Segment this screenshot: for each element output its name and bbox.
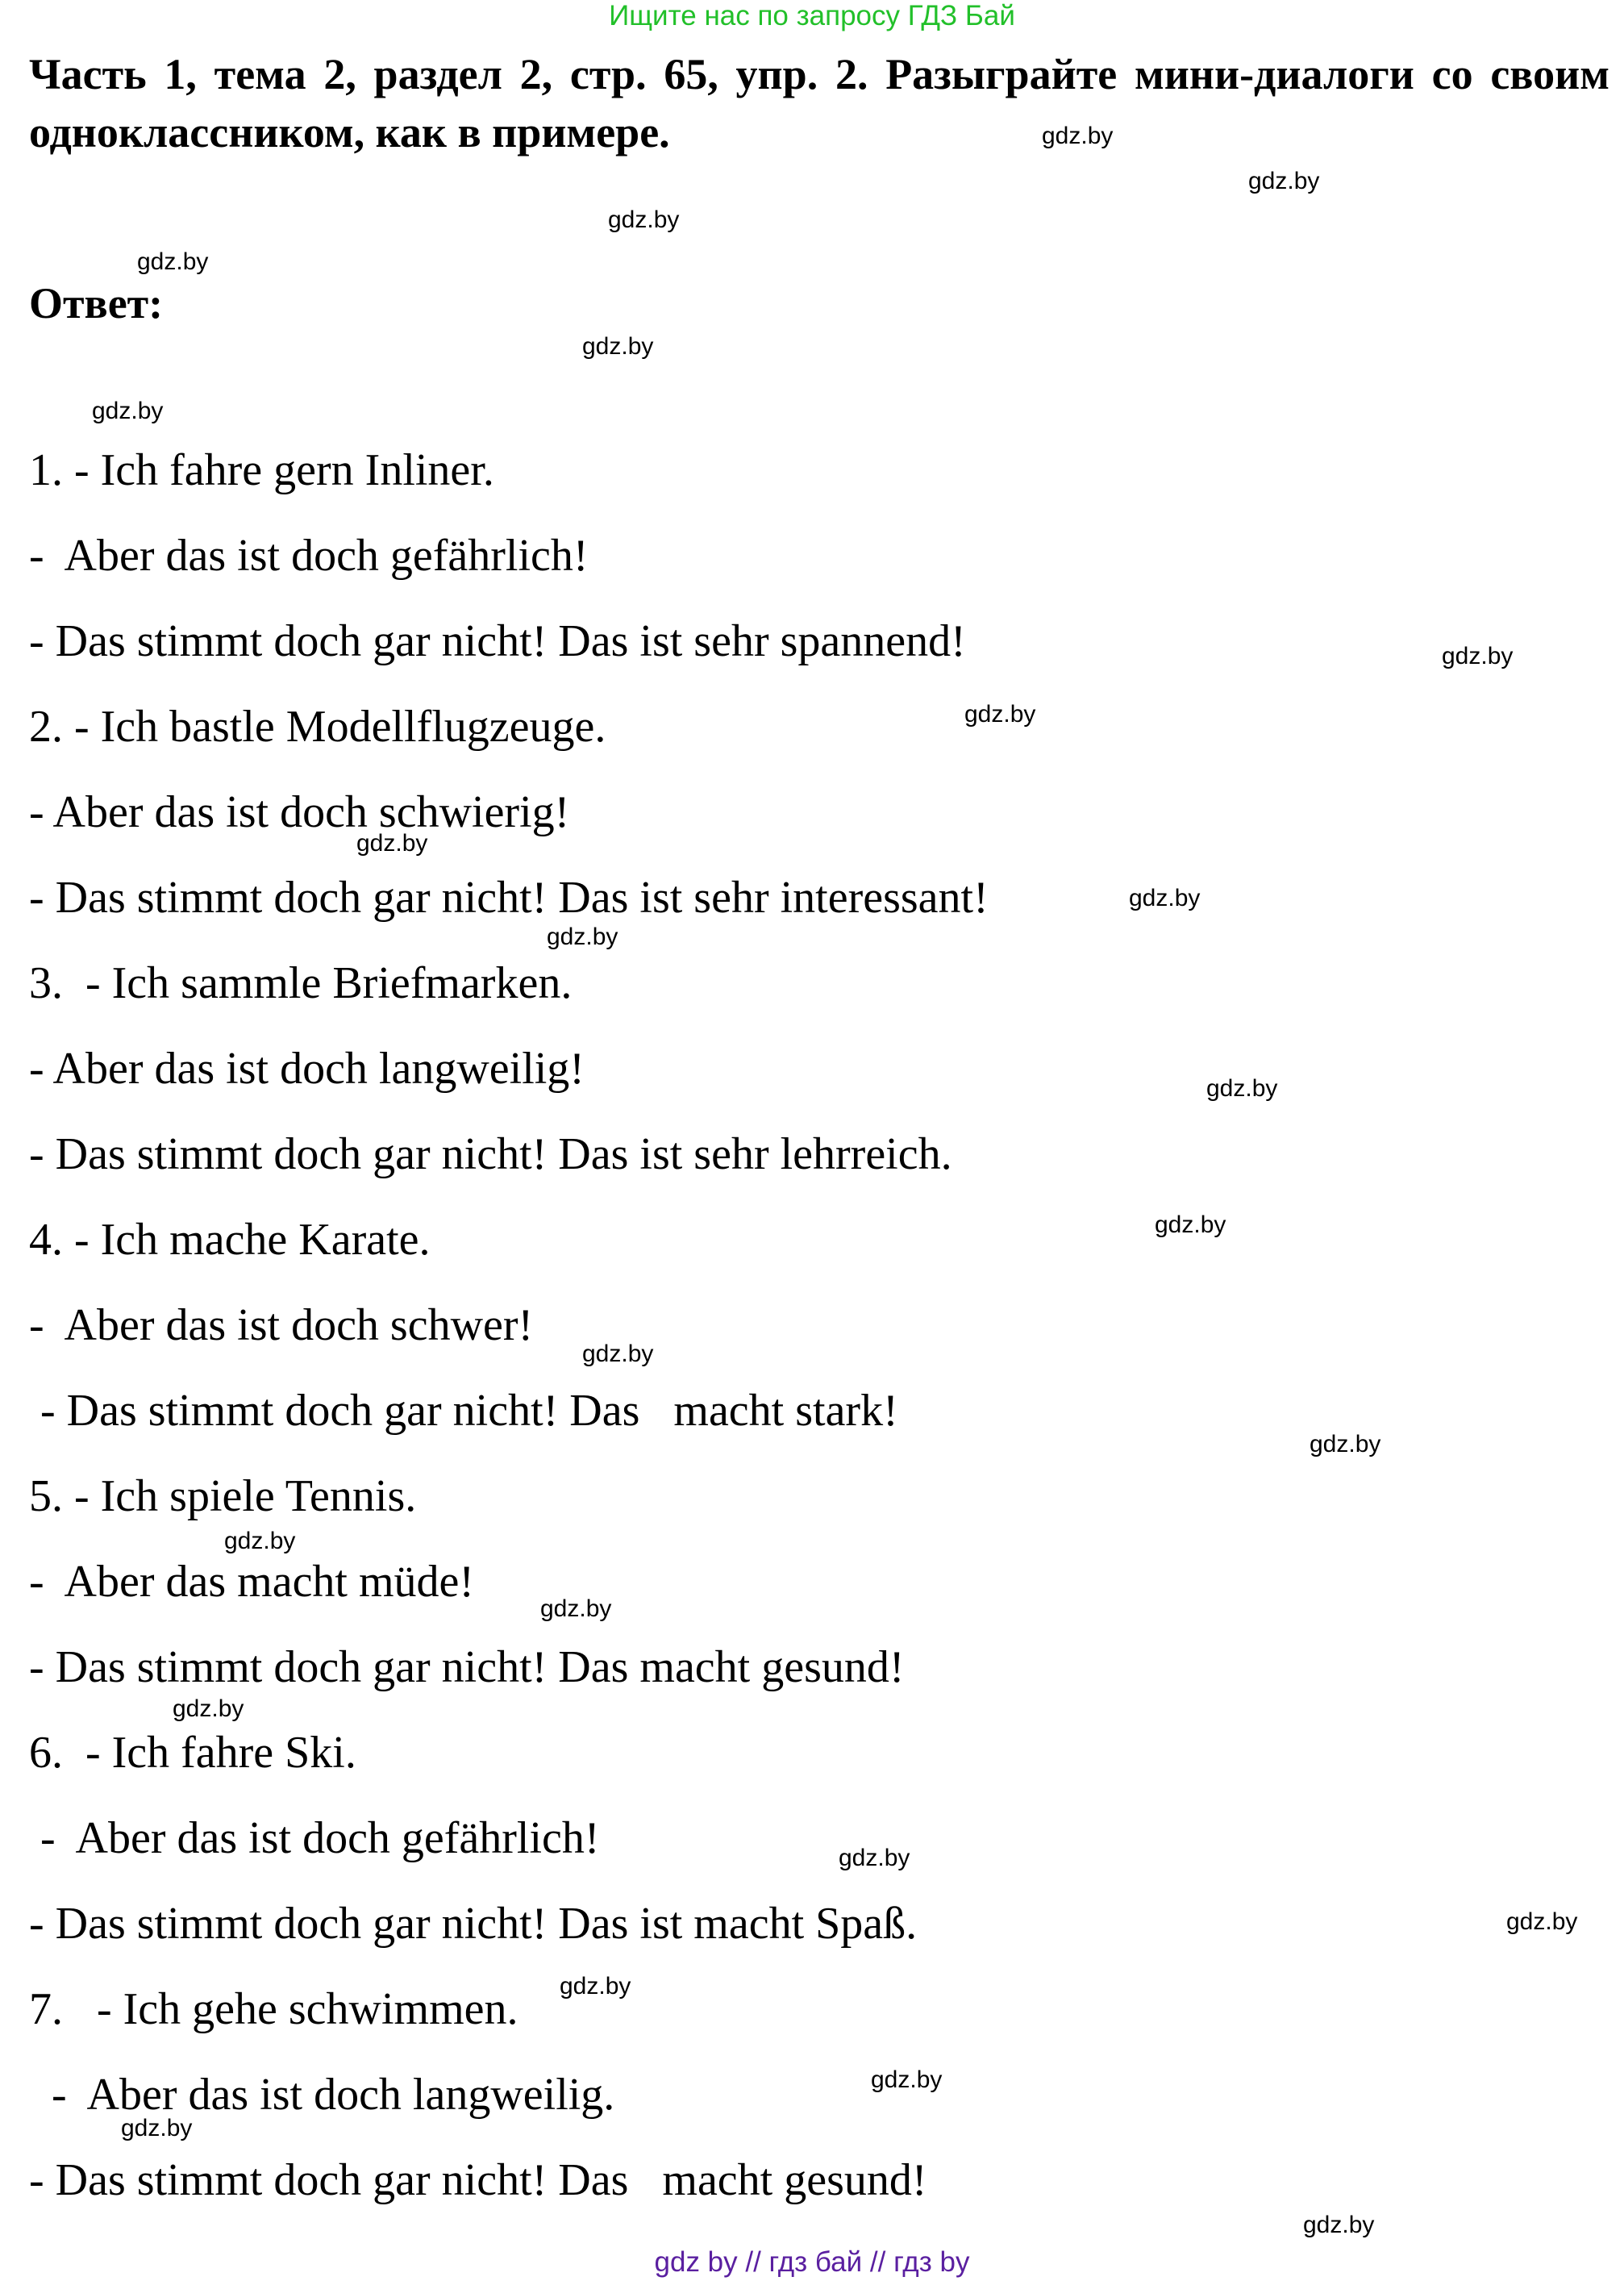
dialog-line: - Das stimmt doch gar nicht! Das ist sehr spannend! — [29, 616, 966, 666]
watermark: gdz.by — [1310, 1431, 1381, 1457]
dialog-line: - Das stimmt doch gar nicht! Das macht gesund! — [29, 2155, 927, 2205]
watermark: gdz.by — [1248, 168, 1320, 194]
watermark: gdz.by — [1442, 643, 1514, 669]
dialog-line: - Das stimmt doch gar nicht! Das macht stark! — [29, 1386, 898, 1436]
dialog-line: - Das stimmt doch gar nicht! Das ist sehr interessant! — [29, 873, 989, 923]
dialog-line: 7. - Ich gehe schwimmen. — [29, 1984, 518, 2034]
task-heading: Часть 1, тема 2, раздел 2, стр. 65, упр. 2. Разыграйте мини-диалоги со своим одноклассником, как в примере. — [29, 50, 1609, 156]
watermark: gdz.by — [1506, 1908, 1578, 1935]
answer-label: Ответ: — [29, 279, 164, 327]
watermark: gdz.by — [121, 2115, 193, 2141]
watermark: gdz.by — [224, 1528, 296, 1554]
dialog-line: 2. - Ich bastle Modellflugzeuge. — [29, 702, 606, 752]
dialog-line: - Aber das ist doch schwer! — [29, 1300, 534, 1350]
dialog-line: - Das stimmt doch gar nicht! Das ist macht Spaß. — [29, 1899, 918, 1949]
watermark: gdz.by — [1155, 1211, 1226, 1238]
dialog-line: 1. - Ich fahre gern Inliner. — [29, 445, 494, 495]
watermark: gdz.by — [560, 1973, 631, 2000]
dialog-line: - Aber das ist doch langweilig. — [29, 2070, 615, 2120]
watermark: gdz.by — [1206, 1075, 1278, 1102]
dialog-line: - Aber das ist doch gefährlich! — [29, 1813, 600, 1863]
watermark: gdz.by — [964, 701, 1036, 728]
watermark: gdz.by — [608, 206, 680, 233]
watermark: gdz.by — [547, 924, 618, 950]
watermark: gdz.by — [92, 398, 164, 424]
dialog-line: - Das stimmt doch gar nicht! Das macht gesund! — [29, 1642, 905, 1692]
dialog-line: - Aber das ist doch gefährlich! — [29, 531, 589, 581]
watermark: gdz.by — [1042, 123, 1114, 149]
watermark: gdz.by — [173, 1695, 244, 1722]
watermark: gdz.by — [356, 830, 428, 857]
watermark: gdz.by — [540, 1595, 612, 1622]
watermark: gdz.by — [839, 1845, 910, 1871]
dialog-line: - Das stimmt doch gar nicht! Das ist sehr lehrreich. — [29, 1129, 952, 1179]
dialog-line: - Aber das ist doch langweilig! — [29, 1044, 585, 1094]
dialog-line: - Aber das macht müde! — [29, 1557, 475, 1607]
dialog-line: 5. - Ich spiele Tennis. — [29, 1471, 417, 1521]
dialog-line: 6. - Ich fahre Ski. — [29, 1728, 356, 1778]
watermark: gdz.by — [582, 1341, 654, 1367]
search-banner: Ищите нас по запросу ГДЗ Бай — [609, 0, 1015, 31]
watermark: gdz.by — [582, 333, 654, 360]
dialog-line: 3. - Ich sammle Briefmarken. — [29, 958, 573, 1008]
footer-links: gdz by // гдз бай // гдз by — [654, 2246, 970, 2278]
watermark: gdz.by — [1129, 885, 1201, 911]
watermark: gdz.by — [1303, 2212, 1375, 2238]
watermark: gdz.by — [871, 2066, 943, 2093]
dialog-line: - Aber das ist doch schwierig! — [29, 787, 570, 837]
dialog-line: 4. - Ich mache Karate. — [29, 1215, 431, 1265]
watermark: gdz.by — [137, 248, 209, 275]
